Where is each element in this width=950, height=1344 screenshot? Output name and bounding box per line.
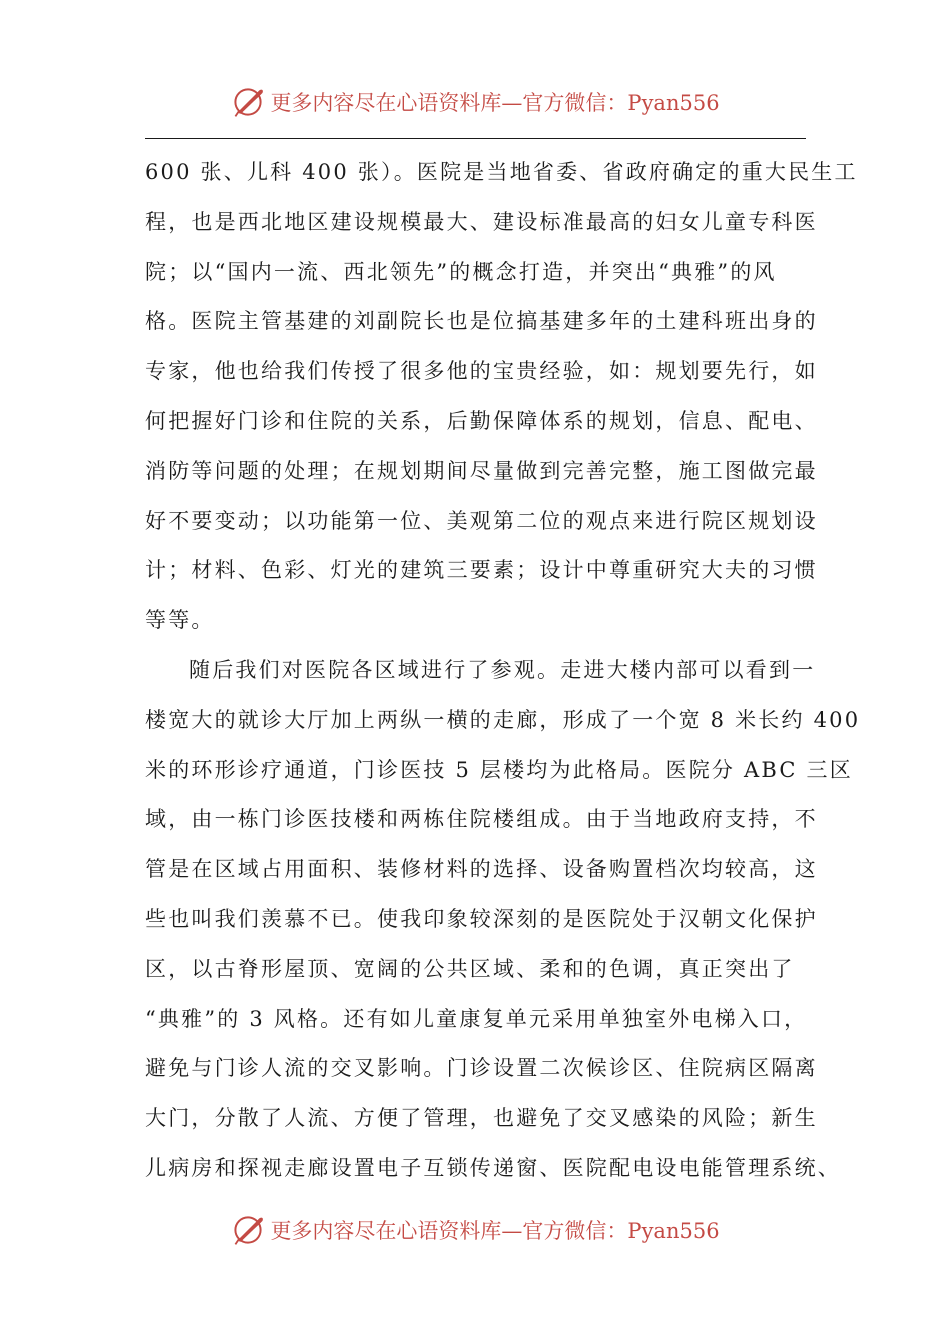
text-line: 计；材料、色彩、灯光的建筑三要素；设计中尊重研究大夫的习惯 (145, 558, 818, 583)
document-body (145, 148, 861, 1194)
text-line: 消防等问题的处理；在规划期间尽量做到完善完整，施工图做完最 (145, 458, 818, 483)
text-line: 院；以“国内一流、西北领先”的概念打造，并突出“典雅”的风 (145, 259, 777, 284)
text-line: 专家，他也给我们传授了很多他的宝贵经验，如：规划要先行，如 (145, 359, 818, 384)
text-line: 600 张、儿科 400 张）。医院是当地省委、省政府确定的重大民生工 (145, 160, 858, 184)
text-line: 好不要变动；以功能第一位、美观第二位的观点来进行院区规划设 (145, 508, 818, 533)
header-brand-text: 更多内容尽在心语资料库—官方微信：Pyan556 (270, 91, 720, 115)
text-line: 大门，分散了人流、方便了管理，也避免了交叉感染的风险；新生 (145, 1106, 818, 1131)
text-line: “典雅”的 3 风格。还有如儿童康复单元采用单独室外电梯入口， (145, 1006, 808, 1031)
text-line: 些也叫我们羡慕不已。使我印象较深刻的是医院处于汉朝文化保护 (145, 906, 818, 931)
text-line: 儿病房和探视走廊设置电子互锁传递窗、医院配电设电能管理系统、 (145, 1155, 841, 1180)
page-footer (0, 1210, 950, 1250)
page-header (0, 82, 950, 122)
text-line: 区，以古脊形屋顶、宽阔的公共区域、柔和的色调，真正突出了 (145, 956, 795, 981)
text-line: 何把握好门诊和住院的关系，后勤保障体系的规划，信息、配电、 (145, 408, 818, 433)
text-line: 等等。 (145, 608, 215, 633)
text-line: 米的环形诊疗通道，门诊医技 5 层楼均为此格局。医院分 ABC 三区 (145, 757, 853, 782)
text-line: 随后我们对医院各区域进行了参观。走进大楼内部可以看到一 (189, 657, 816, 682)
quill-pen-logo-icon (230, 1212, 266, 1248)
header-divider (145, 138, 806, 139)
text-line: 程，也是西北地区建设规模最大、建设标准最高的妇女儿童专科医 (145, 209, 818, 234)
text-line: 域，由一栋门诊医技楼和两栋住院楼组成。由于当地政府支持，不 (145, 807, 818, 832)
footer-brand-text: 更多内容尽在心语资料库—官方微信：Pyan556 (270, 1219, 720, 1243)
text-line: 避免与门诊人流的交叉影响。门诊设置二次候诊区、住院病区隔离 (145, 1056, 818, 1081)
quill-pen-logo-icon (230, 84, 266, 120)
text-line: 楼宽大的就诊大厅加上两纵一横的走廊，形成了一个宽 8 米长约 400 (145, 707, 861, 732)
text-line: 管是在区域占用面积、装修材料的选择、设备购置档次均较高，这 (145, 857, 818, 882)
text-line: 格。医院主管基建的刘副院长也是位搞基建多年的土建科班出身的 (145, 309, 818, 334)
